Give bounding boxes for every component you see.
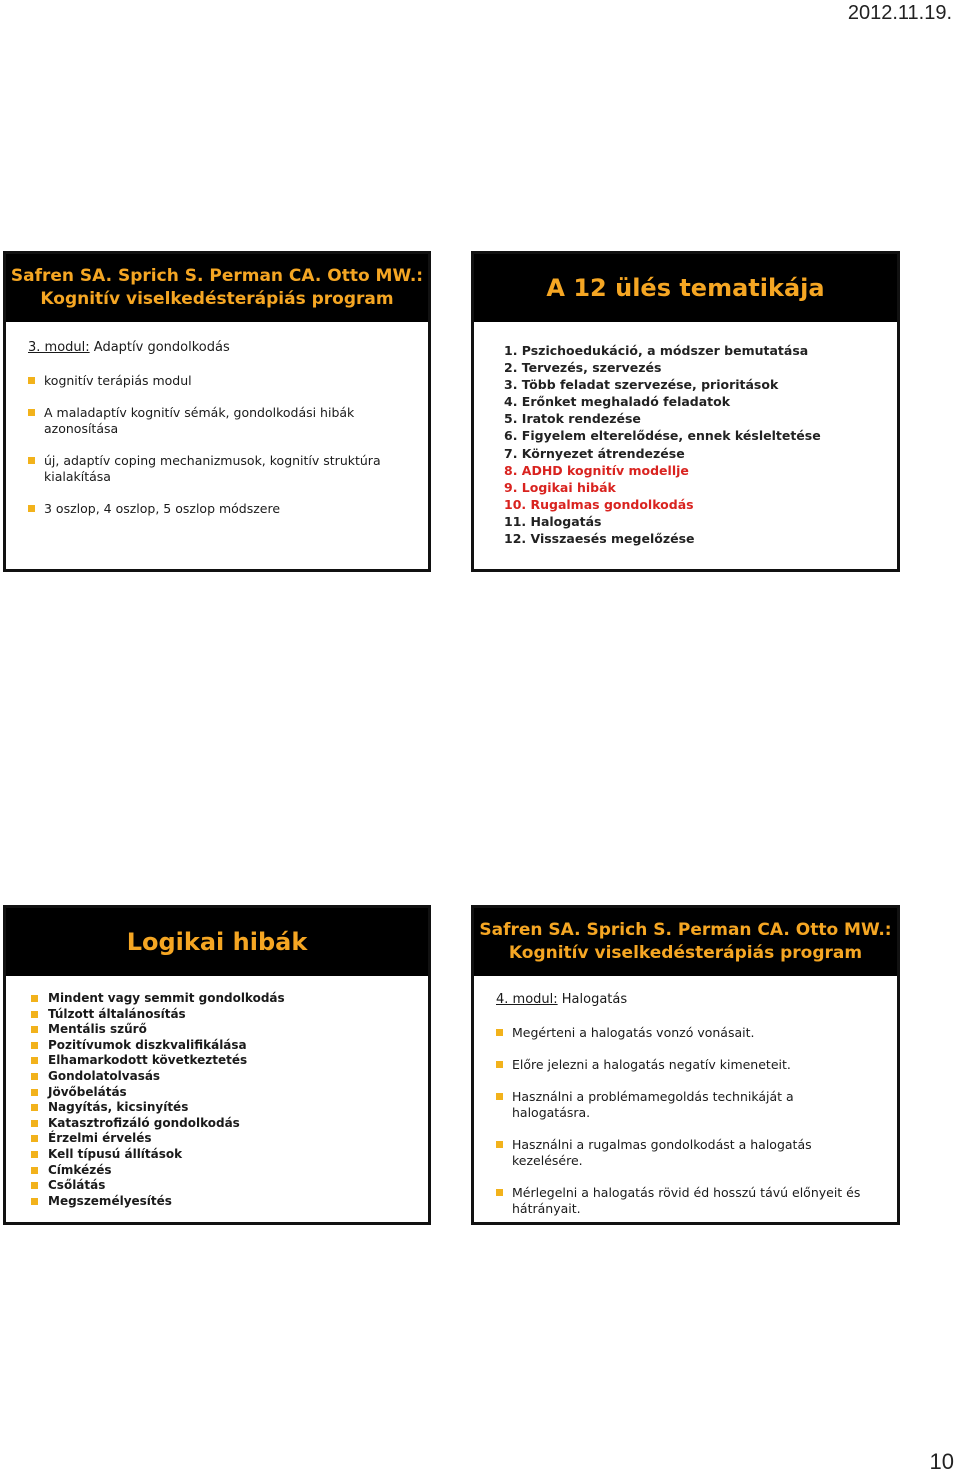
page-date: 2012.11.19. — [847, 2, 952, 24]
topic-item: 4. Erőnket meghaladó feladatok — [504, 394, 731, 410]
topic-item: 11. Halogatás — [504, 513, 602, 529]
list-item: Katasztrofizáló gondolkodás — [28, 1116, 406, 1132]
list-item: Használni a problémamegoldás technikáját a halogatásra. — [496, 1089, 875, 1121]
list-item: kognitív terápiás modul — [28, 373, 406, 389]
list-item: Előre jelezni a halogatás negatív kimeneteit. — [496, 1057, 875, 1073]
module-heading — [496, 992, 875, 1007]
topics-list — [504, 342, 875, 547]
list-item: Túlzott általánosítás — [28, 1007, 406, 1023]
slide-4-list — [496, 1025, 875, 1217]
slide-1-header — [6, 254, 428, 322]
topic-item: 8. ADHD kognitív modellje — [504, 462, 689, 478]
list-item: Mentális szűrő — [28, 1022, 406, 1038]
list-item: Érzelmi érvelés — [28, 1131, 406, 1147]
module-number: 3. modul: — [28, 340, 90, 355]
list-item: A maladaptív kognitív sémák, gondolkodási hibák azonosítása — [28, 405, 406, 437]
slide-1-title-line1: Safren SA. Sprich S. Perman CA. Otto MW.: — [10, 266, 424, 286]
slide-3-header — [6, 908, 428, 976]
list-item: Kell típusú állítások — [28, 1147, 406, 1163]
topic-item: 5. Iratok rendezése — [504, 411, 641, 427]
module-number: 4. modul: — [496, 992, 558, 1007]
topic-item: 2. Tervezés, szervezés — [504, 360, 662, 376]
list-item: Pozitívumok diszkvalifikálása — [28, 1038, 406, 1054]
module-title: Halogatás — [557, 992, 628, 1007]
list-item: Megszemélyesítés — [28, 1194, 406, 1210]
slide-3-body — [6, 976, 428, 1217]
slide-4 — [471, 905, 900, 1225]
page-number: 10 — [929, 1449, 954, 1474]
topic-item: 10. Rugalmas gondolkodás — [504, 496, 694, 512]
module-title: Adaptív gondolkodás — [89, 340, 230, 355]
list-item: Nagyítás, kicsinyítés — [28, 1100, 406, 1116]
list-item: Jövőbelátás — [28, 1085, 406, 1101]
topic-item: 3. Több feladat szervezése, prioritások — [504, 377, 779, 393]
list-item: új, adaptív coping mechanizmusok, kognitív struktúra kialakítása — [28, 453, 406, 485]
topic-item: 12. Visszaesés megelőzése — [504, 531, 695, 547]
slide-4-title-line2: Kognitív viselkedésterápiás program — [508, 943, 863, 963]
slide-2-header — [474, 254, 897, 322]
slide-3 — [3, 905, 431, 1225]
list-item: 3 oszlop, 4 oszlop, 5 oszlop módszere — [28, 501, 406, 517]
slide-1-list — [28, 373, 406, 517]
list-item: Használni a rugalmas gondolkodást a halogatás kezelésére. — [496, 1137, 875, 1169]
slide-4-title-line1: Safren SA. Sprich S. Perman CA. Otto MW.: — [479, 920, 892, 940]
list-item: Csőlátás — [28, 1178, 406, 1194]
list-item: Mindent vagy semmit gondolkodás — [28, 991, 406, 1007]
slide-1-body — [6, 322, 428, 545]
slide-2-title: A 12 ülés tematikája — [546, 274, 825, 302]
list-item: Megérteni a halogatás vonzó vonásait. — [496, 1025, 875, 1041]
logic-errors-list — [28, 991, 406, 1209]
list-item: Elhamarkodott következtetés — [28, 1053, 406, 1069]
list-item: Gondolatolvasás — [28, 1069, 406, 1085]
slide-1 — [3, 251, 431, 572]
list-item: Mérlegelni a halogatás rövid éd hosszú távú előnyeit és hátrányait. — [496, 1185, 875, 1217]
slide-2 — [471, 251, 900, 572]
topic-item: 6. Figyelem elterelődése, ennek késleltetése — [504, 428, 821, 444]
slide-4-body — [474, 976, 897, 1225]
topic-item: 1. Pszichoedukáció, a módszer bemutatása — [504, 343, 809, 358]
topic-item: 9. Logikai hibák — [504, 479, 616, 495]
slide-2-body — [474, 322, 897, 555]
list-item: Címkézés — [28, 1163, 406, 1179]
slide-3-title: Logikai hibák — [126, 928, 308, 956]
slide-4-header — [474, 908, 897, 976]
topic-item: 7. Környezet átrendezése — [504, 445, 685, 461]
module-heading — [28, 340, 406, 355]
slide-1-title-line2: Kognitív viselkedésterápiás program — [40, 289, 394, 309]
